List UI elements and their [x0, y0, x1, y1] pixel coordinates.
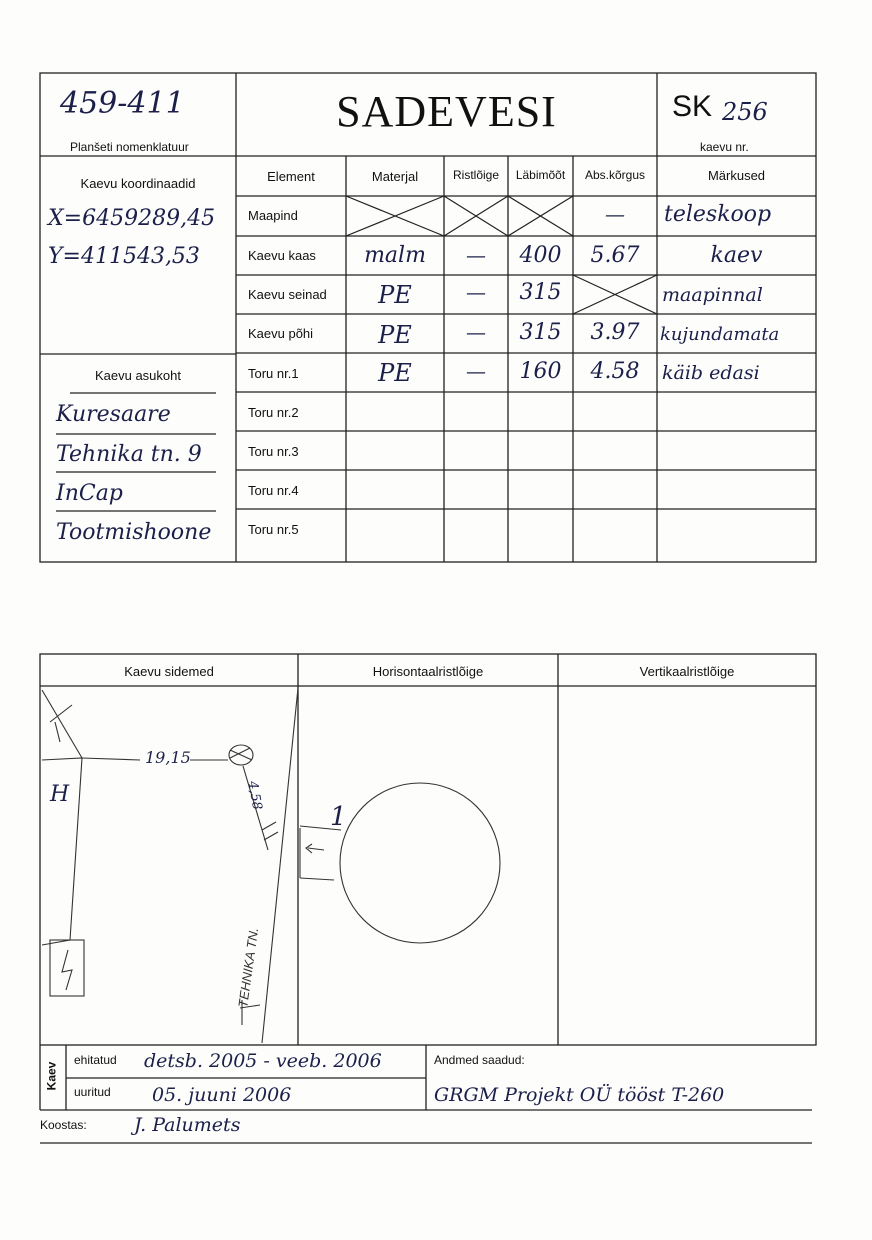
footer-surveyed-label: uuritud	[74, 1085, 111, 1099]
row-diameter: 160	[519, 359, 562, 384]
row-notes: kujundamata	[660, 324, 780, 345]
header-diameter: Läbimõõt	[515, 168, 566, 182]
row-elevation: 5.67	[590, 243, 640, 268]
well-number-value: 256	[722, 98, 768, 126]
coordinates-label: Kaevu koordinaadid	[80, 176, 196, 191]
row-elevation: 4.58	[590, 359, 640, 384]
location-label: Kaevu asukoht	[94, 368, 181, 383]
row-cross-section: —	[466, 320, 486, 344]
row-notes: käib edasi	[662, 362, 760, 384]
row-cross-section: —	[466, 243, 486, 267]
coordinate-y: Y=411543,53	[48, 244, 200, 269]
coordinate-x: X=6459289,45	[48, 206, 216, 231]
row-element: Toru nr.3	[248, 444, 299, 459]
form-title: SADEVESI	[336, 87, 557, 136]
footer-author-value: J. Palumets	[134, 1114, 241, 1136]
footer-source-label: Andmed saadud:	[434, 1053, 525, 1067]
row-material: PE	[378, 321, 412, 349]
row-notes: kaev	[710, 243, 763, 268]
sheet-number-value: 459-411	[60, 86, 185, 121]
panel-connections-title: Kaevu sidemed	[124, 664, 214, 679]
sketch-building-mark: H	[50, 782, 70, 807]
header-notes: Märkused	[707, 168, 766, 183]
row-element: Toru nr.4	[248, 483, 299, 498]
row-material: PE	[378, 359, 412, 387]
panel-vertical-title: Vertikaalristlõige	[639, 664, 735, 679]
sketch-street-name: TEHNIKA TN.	[235, 926, 262, 1009]
row-notes: teleskoop	[664, 202, 772, 227]
row-cross-section: —	[466, 280, 486, 304]
row-material: PE	[378, 281, 412, 309]
sketch-dimension-2: 4,58	[244, 779, 265, 812]
sketch-pipe-number: 1	[330, 802, 347, 832]
row-cross-section: —	[466, 359, 486, 383]
footer-built-value: detsb. 2005 - veeb. 2006	[144, 1050, 382, 1072]
row-elevation: —	[605, 202, 625, 226]
location-line-2: Tehnika tn. 9	[56, 442, 202, 467]
row-elevation: 3.97	[590, 320, 640, 345]
panel-horizontal-title: Horisontaalristlõige	[372, 664, 484, 679]
row-diameter: 315	[519, 320, 562, 345]
sketch-dimension-1: 19,15	[145, 748, 191, 767]
header-cross-section: Ristlõige	[452, 168, 500, 182]
sheet-number-label: Planšeti nomenklatuur	[70, 140, 189, 154]
well-number-label: kaevu nr.	[700, 140, 749, 154]
footer-source-value: GRGM Projekt OÜ tööst T-260	[434, 1084, 725, 1106]
row-notes: maapinnal	[662, 284, 763, 306]
well-prefix: SK	[672, 90, 713, 123]
row-diameter: 400	[519, 243, 562, 268]
row-element: Toru nr.2	[248, 405, 299, 420]
footer-kaev-label: Kaev	[44, 1061, 59, 1091]
header-elevation: Abs.kõrgus	[584, 168, 646, 182]
row-element: Toru nr.1	[248, 366, 299, 381]
row-material: malm	[364, 243, 426, 268]
footer-author-label: Koostas:	[40, 1118, 87, 1132]
header-material: Materjal	[371, 169, 419, 184]
row-element: Maapind	[248, 208, 298, 223]
location-line-3: InCap	[56, 481, 123, 506]
row-diameter: 315	[519, 280, 562, 305]
location-line-1: Kuresaare	[56, 402, 171, 427]
header-element: Element	[267, 169, 315, 184]
row-element: Toru nr.5	[248, 522, 299, 537]
row-element: Kaevu põhi	[248, 326, 314, 341]
row-element: Kaevu kaas	[248, 248, 316, 263]
row-element: Kaevu seinad	[248, 287, 327, 302]
location-line-4: Tootmishoone	[56, 520, 212, 545]
footer-surveyed-value: 05. juuni 2006	[152, 1084, 292, 1106]
footer-built-label: ehitatud	[74, 1053, 117, 1067]
